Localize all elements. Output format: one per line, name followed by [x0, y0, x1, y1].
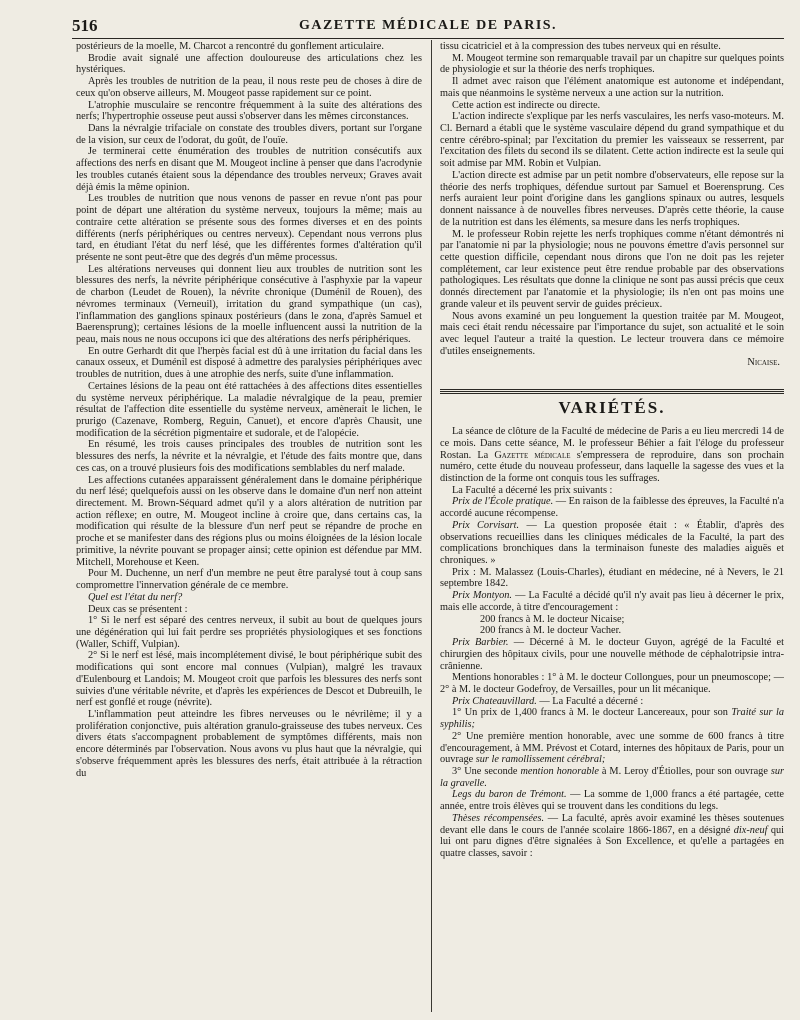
prize-corvisart-winner: Prix : M. Malassez (Louis-Charles), étudiant en médecine, né à Nevers, le 21 septembre 1842.: [440, 566, 784, 590]
prize-text: — La somme de 1,000 francs a été partagée, cette année, entre trois élèves qui se trouvent dans les conditions du legs.: [440, 789, 784, 813]
prize-text: — La Faculté a décerné :: [539, 695, 644, 707]
paragraph: tissu cicatriciel et à la compression des tubes nerveux qui en résulte.: [440, 41, 721, 52]
prize-title: Legs du baron de Trémont.: [452, 789, 567, 801]
prize-corvisart: [440, 520, 784, 567]
mentions-honorables: Mentions honorables : 1° à M. le docteur Collongues, pour un pneumoscope; — 2° à M. le docteur Godefroy, de Versailles, pour un lit mécanique.: [440, 672, 784, 695]
paragraph: Il admet avec raison que l'élément anatomique est autonome et indépendant, mais que néanmoins le système nerveux a une action sur la nutrition.: [440, 76, 784, 99]
list-item: 200 francs à M. le docteur Vacher.: [480, 625, 622, 637]
mention-label: mention honorable: [520, 765, 599, 777]
chateauvillard-item-1: [440, 707, 784, 730]
paragraph: L'action indirecte s'explique par les nerfs vasculaires, les nerfs vaso-moteurs. M. Cl. Bernard a établi que le système vasculaire dépend du grand sympathique et du centre cérébro-spinal; par l'excitation du premier les vaisseaux se resserrent, par l'excitation des filets du second ils se dilatent. Cette action indirecte est la seule qui soit admise par MM. Robin et Vulpian.: [440, 111, 784, 170]
author-signature: Nicaise.: [747, 357, 780, 369]
paragraph: L'inflammation peut atteindre les fibres nerveuses ou le névrilème; il y a prolifération conjonctive, puis altération granulo-graisseuse des tubes nerveux. Ces divers états s'accompagnent probablement de symptômes différents, mais non encore déterminés par l'observation. Nous avons vu plus haut que la névralgie, qui s'observe fréquemment après les blessures des nerfs, était attribuée à la rétraction du: [76, 708, 422, 779]
paragraph: Nous avons examiné un peu longuement la question traitée par M. Mougeot, mais ceci était rendu nécessaire par l'importance du sujet, son actualité et le soin avec lequel l'auteur a traité la question. Le lecteur trouvera dans ce mémoire d'utiles enseignements.: [440, 310, 784, 357]
prize-text: — La question proposée était : « Établir, d'après des observations recueillies dans les cliniques médicales de la Faculté, la part des complications bronchiques dans la terminaison funeste des maladies aiguës et chroniques. »: [440, 519, 784, 567]
question-heading: Quel est l'état du nerf?: [88, 591, 183, 603]
work-title: sur le ramollissement cérébral;: [475, 754, 606, 766]
section-divider: [440, 389, 784, 390]
right-column: [440, 41, 784, 1013]
left-column: [76, 41, 422, 1013]
prize-barbier: [440, 637, 784, 672]
count-emphasis: dix-neuf: [733, 824, 768, 836]
paragraph: Les altérations nerveuses qui donnent lieu aux troubles de nutrition sont les blessures des nerfs, la névrite périphérique consécutive à l'asphyxie par la vapeur de charbon (Leudet de Rouen), la névrite chronique (Duménil de Rouen), des névromes terminaux (Verneuil), irritation du grand sympathique (un cas), l'inflammation des ganglions spinaux postérieurs (dans le zona, d'après Samuel et Baerensprung); certaines lésions de la moelle influencent aussi la nutrition de la peau, mais nous ne nous occupons ici que des altérations des nerfs périphériques.: [76, 263, 422, 345]
theses-recompensees: [440, 813, 784, 860]
paragraph: En résumé, les trois causes principales des troubles de nutrition sont les blessures des nerfs, la névrite et la névralgie, et l'étude des faits montre que, dans ces cas, on a trouvé plusieurs fois des modifications semblables du nerf malade.: [76, 439, 422, 474]
prize-text: — Décerné à M. le docteur Guyon, agrégé de la Faculté et chirurgien des hôpitaux civils, pour une nouvelle méthode de céphalotripsie intra-crânienne.: [440, 637, 784, 672]
paragraph: Cette action est indirecte ou directe.: [452, 99, 601, 111]
prize-text: — La faculté, après avoir examiné les thèses soutenues devant elle dans le cours de l'année scolaire 1866-1867, en a désigné: [440, 812, 784, 836]
paragraph: Pour M. Duchenne, un nerf d'un membre ne peut être paralysé tout à coup sans compromettre l'innervation générale de ce membre.: [76, 568, 422, 592]
prize-ecole-pratique: [440, 496, 784, 519]
chateauvillard-item-2: [440, 731, 784, 766]
paragraph: En outre Gerhardt dit que l'herpès facial est dû à une irritation du facial dans les canaux osseux, et Duménil est disposé à admettre des paralysies périphériques avec troubles de nutrition, dues à une atrophie des nerfs, suite d'une inflammation.: [76, 345, 422, 381]
paragraph: M. Mougeot termine son remarquable travail par un chapitre sur quelques points de physiologie et sur la théorie des nerfs trophiques.: [440, 52, 784, 76]
work-title: Traité sur la syphilis;: [440, 707, 784, 731]
prizes-lead: La Faculté a décerné les prix suivants :: [452, 484, 613, 496]
paragraph: Après les troubles de nutrition de la peau, il nous reste peu de choses à dire de ceux qu'on observe ailleurs, M. Mougeot passe rapidement sur ce point.: [76, 76, 422, 99]
paragraph: Les troubles de nutrition que nous venons de passer en revue n'ont pas pour point de départ une altération du système nerveux, toujours la même; mais au contraire cette altération se présente sous des formes diverses et en des points différents (nerfs périphériques ou centres nerveux). Cependant nous verrons plus tard, en étudiant l'état du nerf lésé, que les différentes formes d'altération qu'il présente ne sont peut-être que des degrés d'un même processus.: [76, 193, 422, 263]
prize-text: qui lui ont paru dignes d'être signalées à Son Excellence, et qu'elle a partagées en quatre classes, savoir :: [440, 824, 784, 859]
paragraph: Je terminerai cette énumération des troubles de nutrition consécutifs aux affections des nerfs en disant que M. Mougeot incline à penser que dans l'acrodynie les troubles cutanés étaient sous la dépendance des troubles nerveux; Graves avait déjà émis la même opinion.: [76, 146, 422, 193]
paragraph: M. le professeur Robin rejette les nerfs trophiques comme n'étant démontrés ni par l'anatomie ni par la physiologie; nous ne pouvons émettre d'avis personnel sur cette question difficile, cependant nous dirons que l'on ne doit pas les rejeter complétement, car leur existence peut être rendue probable par des observations pathologiques. Les résultats que donne la clinique ne sont pas aussi précis que ceux donnés directement par l'anatomie et la physiologie; ils n'en ont pas moins une grande valeur et ils peuvent servir de guides précieux.: [440, 228, 784, 310]
case-item: 2° Si le nerf est lésé, mais incomplétement divisé, le bout périphérique subit des modifications qui sont encore mal connues (Vulpian), malgré les travaux d'Eulenbourg et Landois; M. Mougeot croit que parfois les blessures des nerfs sont suivies d'une véritable névrite, et d'après les expériences de Descot et Dubreuilh, le nerf est gonflé et rouge (névrite).: [76, 650, 422, 709]
item-text: 3° Une seconde: [452, 765, 518, 777]
list-item: 200 francs à M. le docteur Nicaise;: [480, 613, 625, 625]
prize-text: — La Faculté a décidé qu'il n'y avait pas lieu à décerner le prix, mais elle accorde, à titre d'encouragement :: [440, 590, 784, 613]
item-text: à M. Leroy d'Étiolles, pour son ouvrage: [601, 765, 768, 777]
paragraph: Dans la névralgie trifaciale on constate des troubles divers, portant sur l'organe de la vision, sur ceux de l'odorat, du goût, de l'ouïe.: [76, 123, 422, 146]
section-title-varietes: VARIÉTÉS.: [558, 398, 666, 418]
prize-title: Prix Barbier.: [452, 637, 509, 649]
paragraph: Deux cas se présentent :: [88, 603, 188, 615]
intro-text-before: La séance de clôture de la Faculté de médecine de Paris a eu lieu mercredi 14 de ce mois. Dans cette séance, M. le professeur Béhier a fait l'éloge du professeur Rostan. La: [440, 426, 784, 461]
page-number: 516: [72, 16, 98, 35]
prize-title: Thèses récompensées.: [452, 812, 545, 824]
chateauvillard-item-3: [440, 766, 784, 789]
paragraph: L'action directe est admise par un petit nombre d'observateurs, elle repose sur la théorie des nerfs trophiques, défendue surtout par Samuel et Boerensprung. Ces nerfs auraient leur point d'origine dans les ganglions spinaux ou autres, lesquels donnent naissance à de nouvelles fibres nerveuses. D'après cette théorie, la cause de la nutrition est dans les éléments, sa mesure dans les nerfs trophiques.: [440, 169, 784, 228]
running-head: [72, 14, 784, 39]
paragraph: Certaines lésions de la peau ont été rattachées à des affections dites essentielles du système nerveux périphérique. La maladie névralgique de la peau, premier résultat de l'affection dite essentielle du système nerveux, amènerait le lichen, le prurigo (Cazenave, Romberg, Reguin, Canuet), et encore d'après Chausit, une modification de la sécrétion pigmentaire et sudorale, et de l'alopécie.: [76, 380, 422, 439]
section-divider-double: [440, 391, 784, 394]
intro-paragraph: [440, 426, 784, 485]
prize-text: — En raison de la faiblesse des épreuves, la Faculté n'a accordé aucune récompense.: [440, 496, 784, 520]
paragraph: Brodie avait signalé une affection douloureuse des articulations chez les hystériques.: [76, 52, 422, 76]
prize-title: Prix Montyon.: [452, 590, 512, 602]
journal-name: Gazette médicale: [494, 449, 571, 461]
prize-title: Prix Corvisart.: [452, 519, 520, 531]
paragraph: L'atrophie musculaire se rencontre fréquemment à la suite des altérations des nerfs; l'hypertrophie osseuse peut aussi s'observer dans les mêmes circonstances.: [76, 99, 422, 123]
intro-text-after: s'empressera de reproduire, dans son prochain numéro, cette étude du nouveau professeur, dans laquelle la sagesse des vues et la distinction de la forme ont conquis tous les suffrages.: [440, 449, 784, 484]
item-text: 2° Une première mention honorable, avec une somme de 600 francs à titre d'encouragement, à MM. Prévost et Cotard, internes des hôpitaux de Paris, pour un ouvrage: [440, 730, 784, 766]
prize-title: Prix de l'École pratique.: [452, 496, 554, 508]
paragraph: postérieurs de la moelle, M. Charcot a rencontré du gonflement articulaire.: [76, 41, 384, 52]
prize-montyon: [440, 590, 784, 613]
paragraph: Les affections cutanées apparaissent généralement dans le domaine périphérique du nerf lésé; quelquefois aussi on les observe dans le domaine d'un nerf non atteint directement. M. Brown-Séquard admet qu'il y a alors altération de nutrition par action réflexe; en outre, M. Mougeot incline à croire que, dans certains cas, la modification qui résulte de la blessure d'un nerf peut se répandre de proche en proche et se manifester dans des régions plus ou moins éloignées de la lésion locale primitive, la névrite pouvant se propager ainsi; cette opinion est défendue par MM. Mitchell, Morehouse et Keen.: [76, 474, 422, 568]
work-title: sur la gravelle.: [440, 765, 784, 789]
prize-title: Prix Chateauvillard.: [452, 695, 537, 707]
column-divider: [431, 40, 432, 1012]
journal-title: GAZETTE MÉDICALE DE PARIS.: [298, 18, 558, 33]
case-item: 1° Si le nerf est séparé des centres nerveux, il subit au bout de quelques jours une dégénération qui lui fait perdre ses propriétés physiologiques et ses fonctions (Waller, Schiff, Vulpian).: [76, 615, 422, 650]
item-text: 1° Un prix de 1,400 francs à M. le docteur Lancereaux, pour son: [452, 707, 728, 719]
prize-chateauvillard: [440, 696, 784, 708]
legs-tremont: [440, 789, 784, 812]
